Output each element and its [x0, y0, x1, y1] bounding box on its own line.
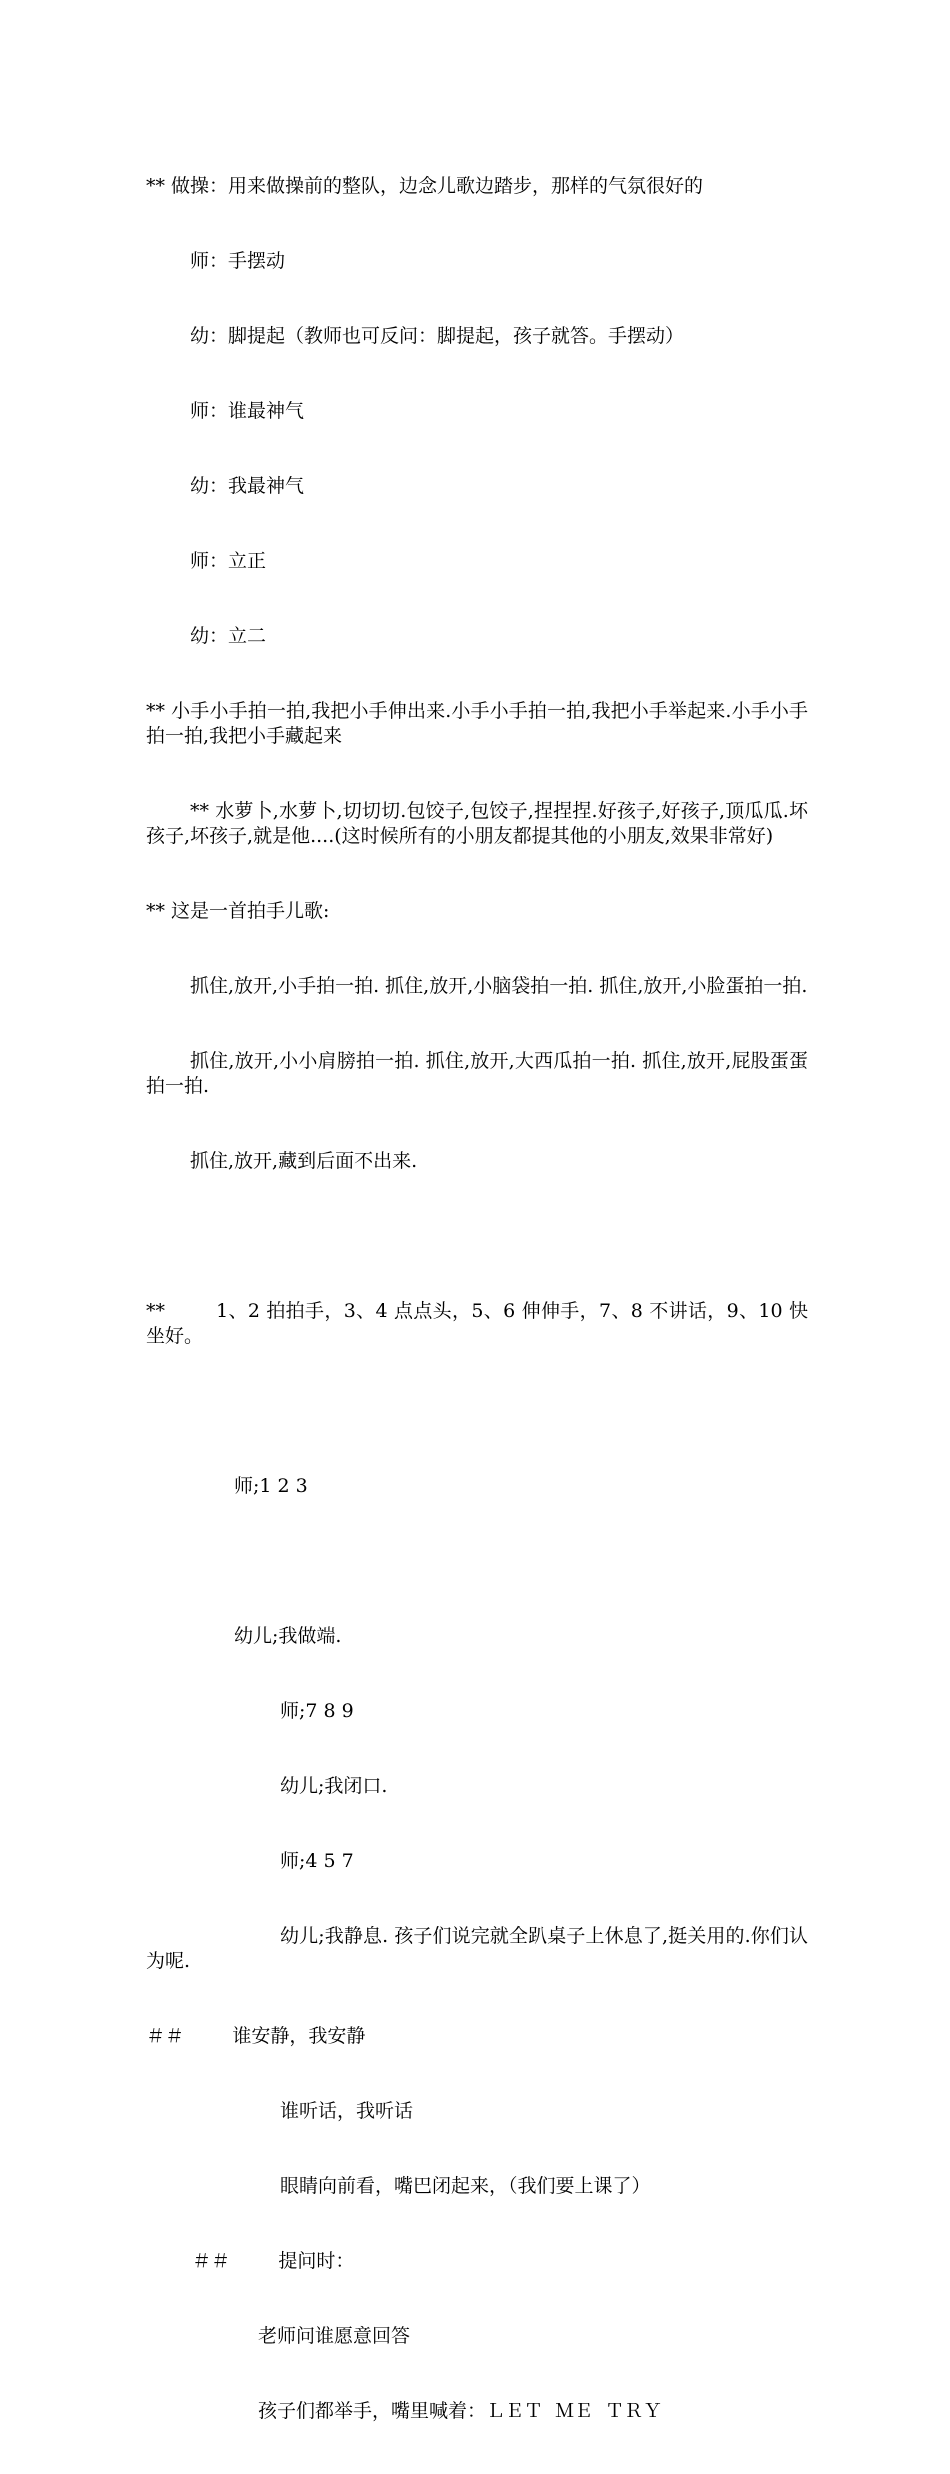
teacher-asks-line: 老师问谁愿意回答 [258, 2325, 411, 2347]
quiet-chant-line: ＃＃ 谁安静，我安静 [146, 2025, 366, 2047]
teacher-line: 师：谁最神气 [190, 400, 305, 422]
radish-song-paragraph: ** 水萝卜,水萝卜,切切切.包饺子,包饺子,捏捏捏.好孩子,好孩子,顶瓜瓜.坏孩子,坏孩子,就是他....(这时候所有的小朋友都提其他的小朋友,效果非常好) [146, 800, 808, 847]
teacher-line: 师：手摆动 [190, 250, 286, 272]
blank-line [146, 1224, 808, 1249]
listen-chant-line: 谁听话，我听话 [280, 2100, 414, 2122]
child-line: 幼：立二 [190, 625, 267, 647]
document-body [146, 124, 808, 2474]
questioning-heading: ＃＃ 提问时： [192, 2250, 355, 2272]
blank-line [146, 1399, 808, 1424]
eyes-forward-line: 眼睛向前看，嘴巴闭起来，（我们要上课了） [280, 2175, 651, 2197]
child-response-paragraph: 幼儿;我静息. 孩子们说完就全趴桌子上休息了,挺关用的.你们认为呢. [146, 1925, 808, 1972]
teacher-count-line: 师;7 8 9 [280, 1700, 354, 1722]
child-response-line: 幼儿;我做端. [234, 1625, 342, 1647]
child-line: 幼：我最神气 [190, 475, 305, 497]
hands-song-paragraph: ** 小手小手拍一拍,我把小手伸出来.小手小手拍一拍,我把小手举起来.小手小手拍一拍,我把小手藏起来 [146, 700, 808, 747]
counting-song-paragraph: ** 1、2 拍拍手，3、4 点点头，5、6 伸伸手，7、8 不讲话，9、10 快坐好。 [146, 1300, 808, 1347]
children-shout-line: 孩子们都举手，嘴里喊着：ＬＥＴ ＭＥ ＴＲＹ [258, 2400, 663, 2422]
teacher-line: 师：立正 [190, 550, 267, 572]
clapping-verse-2: 抓住,放开,小小肩膀拍一拍. 抓住,放开,大西瓜拍一拍. 抓住,放开,屁股蛋蛋拍一拍. [146, 1050, 808, 1097]
exercise-intro-line: ** 做操：用来做操前的整队，边念儿歌边踏步，那样的气氛很好的 [146, 175, 704, 197]
clapping-song-heading: ** 这是一首拍手儿歌: [146, 900, 330, 922]
child-line: 幼：脚提起（教师也可反问：脚提起，孩子就答。手摆动） [190, 325, 685, 347]
blank-line [146, 1549, 808, 1574]
teacher-count-line: 师;4 5 7 [280, 1850, 354, 1872]
teacher-count-line: 师;1 2 3 [234, 1475, 308, 1497]
clapping-verse-1: 抓住,放开,小手拍一拍. 抓住,放开,小脑袋拍一拍. 抓住,放开,小脸蛋拍一拍. [190, 975, 808, 997]
child-response-line: 幼儿;我闭口. [280, 1775, 388, 1797]
clapping-verse-3: 抓住,放开,藏到后面不出来. [190, 1150, 418, 1172]
